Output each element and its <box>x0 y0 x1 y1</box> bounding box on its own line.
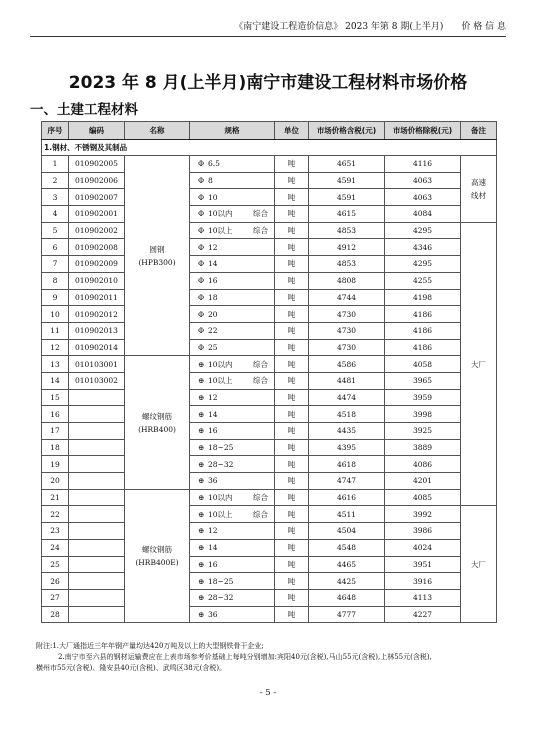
cell-price-tax: 4730 <box>309 306 385 323</box>
cell-price-notax: 4295 <box>385 256 461 273</box>
cell-spec <box>190 539 275 556</box>
cell-price-notax: 3986 <box>385 523 461 540</box>
cell-spec <box>190 256 275 273</box>
cell-spec <box>190 189 275 206</box>
rebar-symbol: Φ <box>198 326 205 336</box>
header-section: 价 格 信 息 <box>461 22 506 32</box>
page-number: - 5 - <box>259 688 277 698</box>
table-row <box>42 322 497 339</box>
cell-code: 010902013 <box>69 322 125 339</box>
cell-price-tax: 4616 <box>309 489 385 506</box>
cell-code: 010902009 <box>69 256 125 273</box>
cell-code <box>69 506 125 523</box>
cell-price-tax: 4618 <box>309 456 385 473</box>
rebar-symbol: ⊕ <box>198 392 205 402</box>
cell-spec <box>190 239 275 256</box>
table-row <box>42 473 497 490</box>
cell-unit: 吨 <box>275 206 309 223</box>
name-line: (HRB400E) <box>135 558 179 567</box>
table-row <box>42 156 497 173</box>
table-row <box>42 372 497 389</box>
cell-no: 13 <box>42 356 69 373</box>
cell-price-notax: 4085 <box>385 489 461 506</box>
cell-price-tax: 4853 <box>309 222 385 239</box>
header-publication: 《南宁建设工程造价信息》 2023 年第 8 期(上半月) <box>234 22 444 32</box>
cell-spec <box>190 606 275 623</box>
cell-price-tax: 4730 <box>309 339 385 356</box>
rebar-symbol: Φ <box>198 192 205 202</box>
remark-line: 大厂 <box>471 359 486 369</box>
cell-code <box>69 523 125 540</box>
section-heading: 一、土建工程材料 <box>30 102 138 118</box>
spec-value: 10以上 <box>208 509 233 519</box>
cell-unit: 吨 <box>275 322 309 339</box>
cell-unit: 吨 <box>275 456 309 473</box>
cell-unit: 吨 <box>275 489 309 506</box>
cell-no: 4 <box>42 206 69 223</box>
remark-line: 线材 <box>471 190 486 200</box>
cell-code <box>69 556 125 573</box>
cell-no: 16 <box>42 406 69 423</box>
cell-spec <box>190 222 275 239</box>
cell-price-notax: 4186 <box>385 339 461 356</box>
cell-price-tax: 4615 <box>309 206 385 223</box>
cell-no: 6 <box>42 239 69 256</box>
spec-value: 14 <box>208 409 218 419</box>
cell-no: 24 <box>42 539 69 556</box>
col-header-price-tax: 市场价格含税(元) <box>309 122 385 140</box>
cell-spec <box>190 406 275 423</box>
spec-value: 16 <box>208 559 218 569</box>
table-row <box>42 256 497 273</box>
footnote-2: 2.南宁市至六县的钢材运输费应在上表市场参考价基础上每吨分别增加:宾阳40元(含税),马山55元(含税),上林55元(含税), <box>58 653 432 661</box>
cell-price-tax: 4504 <box>309 523 385 540</box>
cell-no: 21 <box>42 489 69 506</box>
cell-spec <box>190 439 275 456</box>
cell-unit: 吨 <box>275 189 309 206</box>
cell-price-notax: 4186 <box>385 306 461 323</box>
cell-price-notax: 4024 <box>385 539 461 556</box>
cell-no: 15 <box>42 389 69 406</box>
cell-unit: 吨 <box>275 539 309 556</box>
cell-price-tax: 4651 <box>309 156 385 173</box>
cell-code: 010902011 <box>69 289 125 306</box>
table-row <box>42 339 497 356</box>
rebar-symbol: Φ <box>198 259 205 269</box>
cell-price-notax: 4198 <box>385 289 461 306</box>
cell-no: 18 <box>42 439 69 456</box>
table-row <box>42 356 497 373</box>
table-row <box>42 539 497 556</box>
spec-grade: 综合 <box>253 209 268 219</box>
table-row <box>42 606 497 623</box>
cell-spec <box>190 523 275 540</box>
cell-price-notax: 3965 <box>385 372 461 389</box>
cell-price-notax: 3959 <box>385 389 461 406</box>
rebar-symbol: Φ <box>198 242 205 252</box>
spec-value: 22 <box>208 326 218 336</box>
footnote-1: 附注:1.大厂通指近三年年钢产量均达420万吨及以上的大型钢铁骨干企业; <box>36 642 264 650</box>
cell-no: 9 <box>42 289 69 306</box>
table-row <box>42 272 497 289</box>
cell-spec <box>190 456 275 473</box>
table-row <box>42 406 497 423</box>
table-row <box>42 489 497 506</box>
cell-price-tax: 4777 <box>309 606 385 623</box>
table-row <box>42 439 497 456</box>
cell-price-tax: 4518 <box>309 406 385 423</box>
cell-price-notax: 4295 <box>385 222 461 239</box>
cell-spec <box>190 573 275 590</box>
cell-price-tax: 4744 <box>309 289 385 306</box>
cell-price-tax: 4912 <box>309 239 385 256</box>
col-header-name: 名称 <box>125 122 190 140</box>
cell-price-notax: 4063 <box>385 172 461 189</box>
footnotes <box>36 641 506 674</box>
cell-code: 010902014 <box>69 339 125 356</box>
cell-code: 010902008 <box>69 239 125 256</box>
cell-code <box>69 489 125 506</box>
spec-value: 6.5 <box>208 159 220 169</box>
rebar-symbol: ⊕ <box>198 543 205 553</box>
cell-price-tax: 4648 <box>309 589 385 606</box>
spec-value: 20 <box>208 309 218 319</box>
cell-code <box>69 606 125 623</box>
name-line: 螺纹钢筋 <box>142 411 172 421</box>
cell-spec <box>190 172 275 189</box>
spec-value: 25 <box>208 342 218 352</box>
cell-price-notax: 4201 <box>385 473 461 490</box>
cell-price-notax: 4186 <box>385 322 461 339</box>
cell-no: 3 <box>42 189 69 206</box>
table-row <box>42 306 497 323</box>
cell-remark <box>461 222 497 506</box>
rebar-symbol: ⊕ <box>198 609 205 619</box>
cell-spec <box>190 272 275 289</box>
cell-code <box>69 439 125 456</box>
cell-price-notax: 4113 <box>385 589 461 606</box>
spec-value: 18~25 <box>208 576 234 586</box>
rebar-symbol: ⊕ <box>198 593 205 603</box>
page-title: 2023 年 8 月(上半月)南宁市建设工程材料市场价格 <box>68 73 468 93</box>
price-table <box>41 121 497 623</box>
remark-line: 高速 <box>471 177 486 187</box>
cell-code <box>69 539 125 556</box>
rebar-symbol: Φ <box>198 276 205 286</box>
rebar-symbol: Φ <box>198 159 205 169</box>
cell-no: 11 <box>42 322 69 339</box>
table-row <box>42 189 497 206</box>
spec-value: 14 <box>208 259 218 269</box>
cell-price-notax: 3951 <box>385 556 461 573</box>
cell-unit: 吨 <box>275 406 309 423</box>
cell-unit: 吨 <box>275 589 309 606</box>
cell-price-notax: 4063 <box>385 189 461 206</box>
table-row <box>42 456 497 473</box>
cell-price-notax: 3998 <box>385 406 461 423</box>
table-row <box>42 206 497 223</box>
spec-value: 18~25 <box>208 443 234 453</box>
cell-no: 8 <box>42 272 69 289</box>
spec-grade: 综合 <box>253 359 268 369</box>
cell-no: 26 <box>42 573 69 590</box>
cell-price-tax: 4586 <box>309 356 385 373</box>
name-line: (HRB400) <box>138 424 176 434</box>
cell-code: 010103002 <box>69 372 125 389</box>
cell-spec <box>190 306 275 323</box>
rebar-symbol: ⊕ <box>198 443 205 453</box>
spec-value: 10以内 <box>208 209 233 219</box>
cell-no: 1 <box>42 156 69 173</box>
cell-code: 010902002 <box>69 222 125 239</box>
cell-price-notax: 3889 <box>385 439 461 456</box>
spec-grade: 综合 <box>253 376 268 386</box>
cell-code <box>69 573 125 590</box>
rebar-symbol: ⊕ <box>198 409 205 419</box>
category-label: 1.钢材、不锈钢及其制品 <box>42 140 497 156</box>
cell-code: 010902001 <box>69 206 125 223</box>
cell-price-notax: 4346 <box>385 239 461 256</box>
cell-spec <box>190 322 275 339</box>
cell-spec <box>190 506 275 523</box>
spec-value: 10以上 <box>208 226 233 236</box>
cell-unit: 吨 <box>275 339 309 356</box>
cell-spec <box>190 389 275 406</box>
table-row <box>42 506 497 523</box>
spec-value: 16 <box>208 426 218 436</box>
cell-price-notax: 4058 <box>385 356 461 373</box>
spec-value: 16 <box>208 276 218 286</box>
spec-value: 8 <box>208 176 213 186</box>
cell-no: 25 <box>42 556 69 573</box>
table-row <box>42 289 497 306</box>
table-row <box>42 523 497 540</box>
cell-no: 14 <box>42 372 69 389</box>
cell-unit: 吨 <box>275 523 309 540</box>
cell-price-tax: 4474 <box>309 389 385 406</box>
rebar-symbol: ⊕ <box>198 576 205 586</box>
cell-no: 2 <box>42 172 69 189</box>
table-row <box>42 222 497 239</box>
table-row <box>42 389 497 406</box>
spec-value: 28~32 <box>208 459 234 469</box>
spec-value: 28~32 <box>208 593 234 603</box>
spec-value: 36 <box>208 609 218 619</box>
rebar-symbol: ⊕ <box>198 509 205 519</box>
cell-remark <box>461 506 497 623</box>
cell-price-notax: 3916 <box>385 573 461 590</box>
rebar-symbol: ⊕ <box>198 376 205 386</box>
cell-spec <box>190 289 275 306</box>
cell-spec <box>190 339 275 356</box>
rebar-symbol: ⊕ <box>198 526 205 536</box>
cell-no: 17 <box>42 423 69 440</box>
cell-unit: 吨 <box>275 222 309 239</box>
cell-spec <box>190 589 275 606</box>
rebar-symbol: Φ <box>198 209 205 219</box>
cell-unit: 吨 <box>275 172 309 189</box>
cell-price-notax: 4116 <box>385 156 461 173</box>
cell-price-tax: 4465 <box>309 556 385 573</box>
spec-value: 12 <box>208 526 218 536</box>
cell-code: 010902010 <box>69 272 125 289</box>
cell-unit: 吨 <box>275 289 309 306</box>
cell-unit: 吨 <box>275 372 309 389</box>
cell-unit: 吨 <box>275 239 309 256</box>
col-header-remark: 备注 <box>461 122 497 140</box>
cell-code: 010902005 <box>69 156 125 173</box>
spec-value: 10以内 <box>208 493 233 503</box>
cell-remark <box>461 156 497 223</box>
rebar-symbol: Φ <box>198 309 205 319</box>
cell-no: 23 <box>42 523 69 540</box>
cell-spec <box>190 556 275 573</box>
table-row <box>42 239 497 256</box>
cell-code <box>69 456 125 473</box>
spec-value: 18 <box>208 292 218 302</box>
spec-grade: 综合 <box>253 493 268 503</box>
table-row <box>42 423 497 440</box>
name-line: (HPB300) <box>138 257 176 267</box>
cell-unit: 吨 <box>275 473 309 490</box>
spec-grade: 综合 <box>253 509 268 519</box>
table-row <box>42 573 497 590</box>
cell-code <box>69 423 125 440</box>
cell-no: 20 <box>42 473 69 490</box>
cell-unit: 吨 <box>275 606 309 623</box>
cell-spec <box>190 206 275 223</box>
cell-price-notax: 4084 <box>385 206 461 223</box>
cell-spec <box>190 356 275 373</box>
rebar-symbol: ⊕ <box>198 559 205 569</box>
cell-no: 7 <box>42 256 69 273</box>
spec-value: 10以上 <box>208 376 233 386</box>
cell-price-tax: 4853 <box>309 256 385 273</box>
col-header-unit: 单位 <box>275 122 309 140</box>
spec-value: 12 <box>208 242 218 252</box>
category-row <box>42 140 497 156</box>
cell-no: 19 <box>42 456 69 473</box>
cell-price-notax: 4086 <box>385 456 461 473</box>
col-header-price-notax: 市场价格除税(元) <box>385 122 461 140</box>
cell-unit: 吨 <box>275 306 309 323</box>
col-header-code: 编码 <box>69 122 125 140</box>
rebar-symbol: ⊕ <box>198 476 205 486</box>
cell-no: 5 <box>42 222 69 239</box>
table-header-row <box>42 122 497 140</box>
cell-price-tax: 4808 <box>309 272 385 289</box>
remark-line: 大厂 <box>471 559 486 569</box>
rebar-symbol: Φ <box>198 226 205 236</box>
cell-unit: 吨 <box>275 272 309 289</box>
cell-price-tax: 4591 <box>309 189 385 206</box>
spec-grade: 综合 <box>253 226 268 236</box>
cell-code <box>69 589 125 606</box>
cell-price-tax: 4425 <box>309 573 385 590</box>
cell-spec <box>190 156 275 173</box>
cell-spec <box>190 489 275 506</box>
spec-value: 12 <box>208 392 218 402</box>
col-header-spec: 规格 <box>190 122 275 140</box>
cell-name <box>125 489 190 623</box>
cell-unit: 吨 <box>275 156 309 173</box>
cell-unit: 吨 <box>275 506 309 523</box>
cell-code: 010902007 <box>69 189 125 206</box>
cell-unit: 吨 <box>275 356 309 373</box>
cell-code <box>69 406 125 423</box>
cell-no: 22 <box>42 506 69 523</box>
cell-price-notax: 3992 <box>385 506 461 523</box>
cell-code <box>69 473 125 490</box>
rebar-symbol: ⊕ <box>198 359 205 369</box>
cell-price-tax: 4395 <box>309 439 385 456</box>
cell-unit: 吨 <box>275 573 309 590</box>
table-row <box>42 172 497 189</box>
cell-no: 10 <box>42 306 69 323</box>
cell-unit: 吨 <box>275 423 309 440</box>
spec-value: 10 <box>208 192 218 202</box>
footnote-3: 横州市55元(含税)、隆安县40元(含税)、武鸣区38元(含税)。 <box>36 664 227 672</box>
name-line: 螺纹钢筋 <box>142 545 172 554</box>
cell-no: 27 <box>42 589 69 606</box>
rebar-symbol: ⊕ <box>198 426 205 436</box>
spec-value: 36 <box>208 476 218 486</box>
rebar-symbol: Φ <box>198 342 205 352</box>
cell-price-tax: 4435 <box>309 423 385 440</box>
cell-unit: 吨 <box>275 556 309 573</box>
cell-price-tax: 4511 <box>309 506 385 523</box>
cell-unit: 吨 <box>275 256 309 273</box>
col-header-no: 序号 <box>42 122 69 140</box>
cell-price-tax: 4730 <box>309 322 385 339</box>
cell-name <box>125 356 190 490</box>
cell-price-notax: 4227 <box>385 606 461 623</box>
cell-code: 010902012 <box>69 306 125 323</box>
rebar-symbol: Φ <box>198 292 205 302</box>
cell-price-tax: 4747 <box>309 473 385 490</box>
running-header <box>30 20 506 37</box>
cell-spec <box>190 423 275 440</box>
cell-no: 28 <box>42 606 69 623</box>
spec-value: 10以内 <box>208 359 233 369</box>
rebar-symbol: ⊕ <box>198 459 205 469</box>
table-row <box>42 556 497 573</box>
cell-name <box>125 156 190 356</box>
cell-unit: 吨 <box>275 439 309 456</box>
cell-price-notax: 3925 <box>385 423 461 440</box>
cell-price-tax: 4548 <box>309 539 385 556</box>
cell-price-notax: 4255 <box>385 272 461 289</box>
rebar-symbol: Φ <box>198 176 205 186</box>
cell-spec <box>190 372 275 389</box>
spec-value: 14 <box>208 543 218 553</box>
cell-price-tax: 4591 <box>309 172 385 189</box>
cell-code <box>69 389 125 406</box>
cell-code: 010103001 <box>69 356 125 373</box>
rebar-symbol: ⊕ <box>198 493 205 503</box>
cell-no: 12 <box>42 339 69 356</box>
cell-price-tax: 4481 <box>309 372 385 389</box>
cell-unit: 吨 <box>275 389 309 406</box>
cell-spec <box>190 473 275 490</box>
cell-code: 010902006 <box>69 172 125 189</box>
table-row <box>42 589 497 606</box>
name-line: 圆钢 <box>149 244 165 254</box>
